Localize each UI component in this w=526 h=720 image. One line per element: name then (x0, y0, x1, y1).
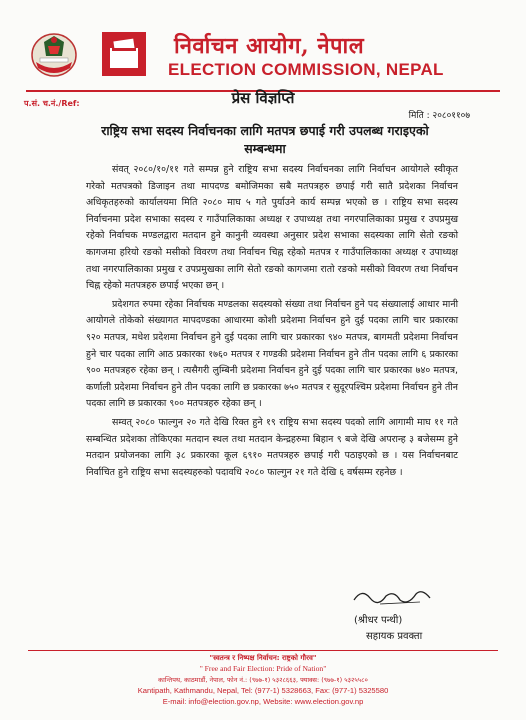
document-date: मिति : २०८०११०७ (408, 111, 470, 121)
body-text (86, 162, 458, 483)
letterhead (28, 26, 498, 88)
subject-line-2: सम्बन्धमा (244, 141, 286, 156)
footer-motto-nepali: "स्वतन्त्र र निष्पक्ष निर्वाचन: राष्ट्रको गौरव" (209, 654, 317, 662)
footer-contact: E-mail: info@election.gov.np, Website: www.election.gov.np (162, 697, 364, 706)
ballot-box-logo-icon (102, 32, 146, 76)
footer-address-english: Kantipath, Kathmandu, Nepal, Tel: (977-1) 5328663, Fax: (977-1) 5325580 (137, 686, 389, 695)
reference-number-label: प.सं. च.नं./Ref: (24, 99, 80, 108)
footer-motto-english: " Free and Fair Election: Pride of Nation" (199, 664, 327, 673)
footer-divider (28, 650, 498, 651)
signatory-name: (श्रीधर पन्थी) (354, 615, 403, 626)
paragraph: सम्वत् २०८० फाल्गुन २० गते देखि रिक्त हुने १९ राष्ट्रिय सभा सदस्य पदको लागि आगामी माघ ११ गते सम्बन्धित प्रदेशका तोकिएका मतदान स्थल तथा मतदान केन्द्रहरुमा बिहान ९ बजे देखि अपरान्ह ३ बजेसम्म हुने मतदान प्रयोजनका लागि ३८ प्रकारका कूल ६९१० मतपत्रहरु छपाई गरी पठाइएको छ । यस निर्वाचनबाट निर्वाचित हुने राष्ट्रिय सभा सदस्यहरुको पदावधि २०८० फाल्गुन २१ गते देखि ६ वर्षसम्म रहनेछ । (86, 416, 458, 478)
org-name-nepali: निर्वाचन आयोग, नेपाल (174, 33, 365, 59)
handwritten-signature (350, 586, 440, 608)
paragraph: प्रदेशगत रुपमा रहेका निर्वाचक मण्डलका सदस्यको संख्या तथा निर्वाचन हुने पद संख्यालाई आधार मानी आयोगले तोकेको संख्यागत मापदण्डका आधारमा कोशी प्रदेशमा निर्वाचन हुने दुई पदका लागि चार प्रकारका ९२० मतपत्र, मधेश प्रदेशमा निर्वाचन हुने दुई पदका लागि चार प्रकारका ९४० मतपत्र, बागमती प्रदेशमा निर्वाचन हुने चार पदका लागि आठ प्रकारका १७६० मतपत्र र गण्डकी प्रदेशमा निर्वाचन हुने तीन पदका लागि ६ प्रकारका ९०० मतपत्रहरु रहेका छन् । त्यसैगरी लुम्बिनी प्रदेशमा निर्वाचन हुने दुई पदका लागि चार प्रकारका ७४० मतपत्र, कर्णाली प्रदेशमा निर्वाचन हुने तीन पदका लागि छ प्रकारका ७५० मतपत्र र सुदूरपश्चिम प्रदेशमा निर्वाचन हुने तीन पदका लागि छ प्रकारका ९०० मतपत्रहरु रहेका छन् । (86, 298, 458, 410)
footer-address-nepali: कान्तिपथ, काठमाडौं, नेपाल, फोन नं.: (९७७-१) ५३२८६६३, फ्याक्स: (९७७-१) ५३२५५८० (158, 676, 368, 684)
signatory-title: सहायक प्रवक्ता (366, 631, 423, 642)
document-title: प्रेस विज्ञप्ति (231, 89, 295, 107)
subject-heading (60, 122, 470, 158)
org-name-english: ELECTION COMMISSION, NEPAL (168, 60, 444, 79)
nepal-emblem-icon (30, 32, 78, 78)
subject-line-1: राष्ट्रिय सभा सदस्य निर्वाचनका लागि मतपत्र छपाई गरी उपलब्ध गराइएको (101, 123, 429, 138)
paragraph: संवत् २०८०/१०/११ गते सम्पन्न हुने राष्ट्रिय सभा सदस्य निर्वाचनका लागि निर्वाचन आयोगले स्वीकृत गरेको मतपत्रको डिजाइन तथा मापदण्ड बमोजिमका सबै मतपत्रहरु छपाई गरी सातै प्रदेशका निर्वाचन अधिकृतहरुको कार्यालयमा मिति २०८० माघ ५ गते पुर्याउने कार्य सम्पन्न भएको छ । राष्ट्रिय सभा सदस्य निर्वाचनमा प्रदेश सभाका सदस्य र गाउँपालिकाका अध्यक्ष र उपाध्यक्ष तथा नगरपालिकाका प्रमुख र उपप्रमुख रहेको निर्वाचक मण्डलद्वारा मतदान हुने कानुनी व्यवस्था अनुसार प्रदेश सभाका सदस्यका लागि सेतो रङको कागजमा हरियो रङको मसीको विवरण तथा निर्वाचन चिह्न रहेको मतपत्र र गाउँपालिकाका अध्यक्ष र उपाध्यक्ष तथा नगरपालिकाका प्रमुख र उपप्रमुखका लागि सेतो रङको कागजमा रातो रङको मसीको विवरण तथा निर्वाचन चिह्न रहेको मतपत्रहरु छपाई भएका छन् । (86, 164, 458, 292)
